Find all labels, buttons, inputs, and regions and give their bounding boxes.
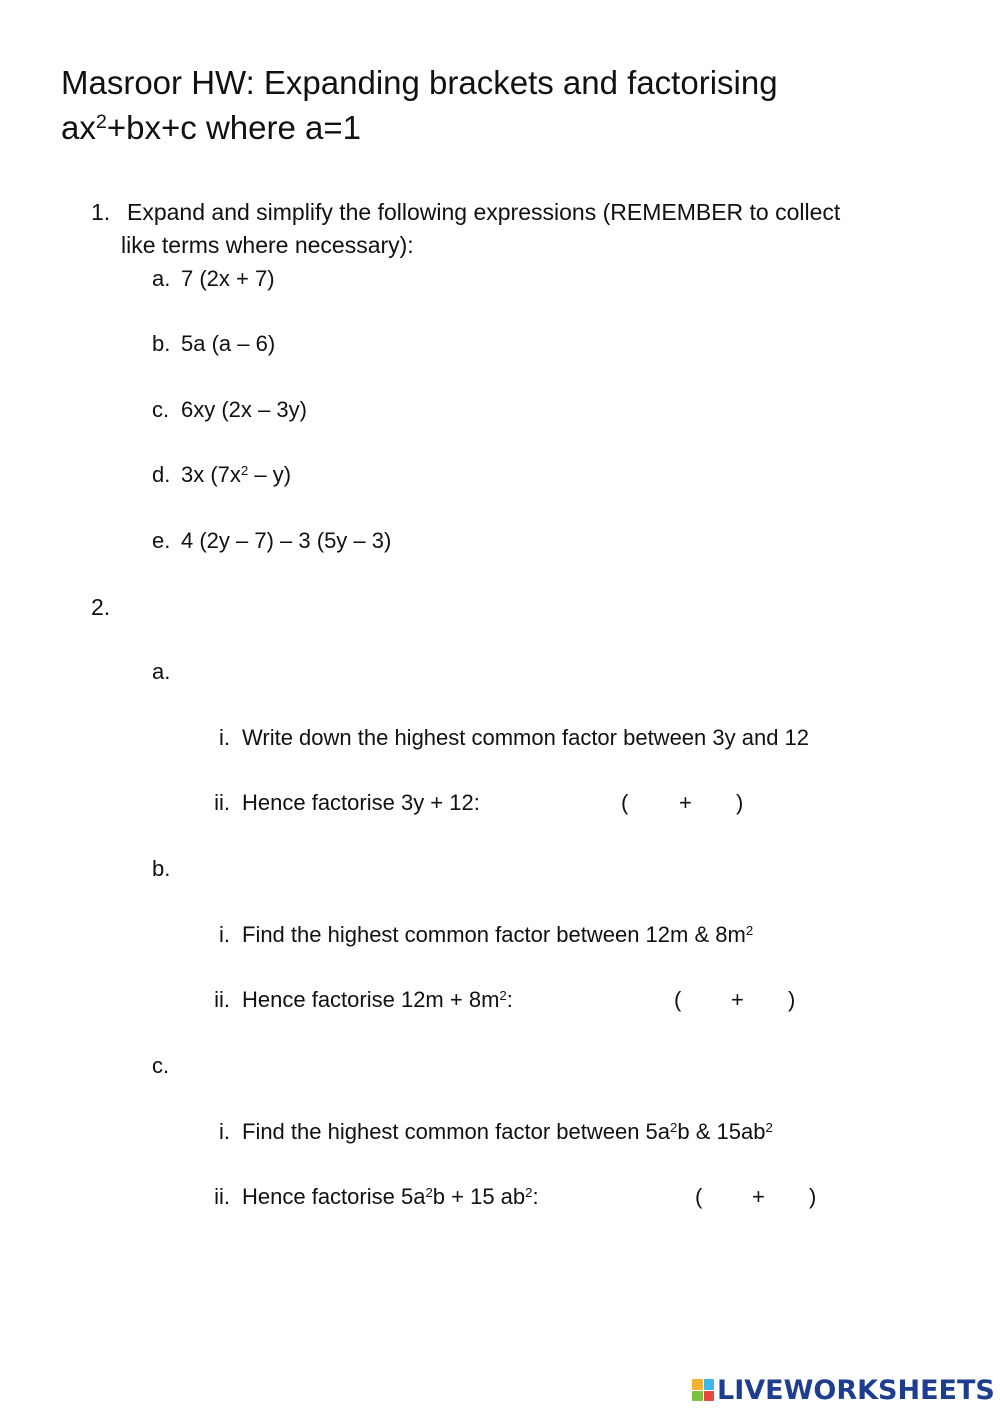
- q2-a-ii-text: Hence factorise 3y + 12:: [242, 790, 480, 815]
- page-title: [61, 61, 778, 105]
- q1-item-c-expression: 6xy (2x – 3y): [181, 397, 307, 422]
- q2-a-i-text: Write down the highest common factor between 3y and 12: [242, 725, 810, 750]
- q2-b-i-text: Find the highest common factor between 12m & $8m^2$: [242, 922, 754, 947]
- liveworksheets-logo: [692, 1376, 995, 1404]
- question-1-number: 1.: [91, 199, 111, 225]
- logo-tile-icon: [692, 1379, 703, 1390]
- q2-part-c-label: c.: [152, 1053, 170, 1078]
- q2-c-i-label: i.: [219, 1119, 230, 1144]
- q1-item-d: d.: [152, 462, 171, 487]
- q1-item-e-expression: 4 (2y – 7) – 3 (5y – 3): [181, 528, 392, 553]
- q1-item-a-expression: 7 (2x + 7): [181, 266, 275, 291]
- q2-a-ii-close-bracket: ): [736, 790, 744, 815]
- question-1-text-line-1: Expand and simplify the following expressions (REMEMBER to collect: [127, 199, 841, 225]
- logo-tile-icon: [704, 1379, 715, 1390]
- q1-item-c: c.: [152, 397, 170, 422]
- q2-c-ii-plus: +: [752, 1184, 765, 1209]
- question-2-number: 2.: [91, 594, 111, 620]
- q2-c-ii-close-bracket: ): [809, 1184, 817, 1209]
- q1-item-e: e.: [152, 528, 171, 553]
- q2-a-i-label: i.: [219, 725, 230, 750]
- page-title-line-2: $ax^2+bx+c$ where a=1: [61, 109, 361, 146]
- q2-b-ii-open-bracket: (: [674, 987, 682, 1012]
- q2-b-ii-close-bracket: ): [788, 987, 796, 1012]
- q2-part-a-label: a.: [152, 659, 171, 684]
- q2-b-ii-text: Hence factorise $12m + 8m^2$:: [242, 987, 513, 1012]
- question-1: [91, 196, 110, 229]
- q2-a-ii-label: ii.: [214, 790, 230, 815]
- q2-a-ii-plus: +: [679, 790, 692, 815]
- q2-c-i-text: Find the highest common factor between $5a^2b$ & $15ab^2$: [242, 1119, 773, 1144]
- q2-b-ii-label: ii.: [214, 987, 230, 1012]
- q2-b-ii-plus: +: [731, 987, 744, 1012]
- q2-part-b-label: b.: [152, 856, 171, 881]
- liveworksheets-brand-text: LIVEWORKSHEETS: [717, 1374, 995, 1406]
- q2-c-ii-open-bracket: (: [695, 1184, 703, 1209]
- q2-c-ii-text: Hence factorise $5a^2b + 15$ $ab^2$:: [242, 1184, 539, 1209]
- logo-tile-icon: [704, 1391, 715, 1402]
- q1-item-b-expression: 5a (a – 6): [181, 331, 276, 356]
- question-1-text-line-2: like terms where necessary):: [121, 232, 414, 258]
- q1-item-d-expression: 3x $(7x^2 - y)$: [181, 462, 292, 487]
- q2-a-ii-open-bracket: (: [621, 790, 629, 815]
- q1-item-a: a.: [152, 266, 171, 291]
- liveworksheets-logo-icon: [692, 1379, 714, 1401]
- q2-c-ii-label: ii.: [214, 1184, 230, 1209]
- q2-b-i-label: i.: [219, 922, 230, 947]
- logo-tile-icon: [692, 1391, 703, 1402]
- title-line-1: Masroor HW: Expanding brackets and factorising: [61, 64, 778, 101]
- q1-item-b: b.: [152, 331, 171, 356]
